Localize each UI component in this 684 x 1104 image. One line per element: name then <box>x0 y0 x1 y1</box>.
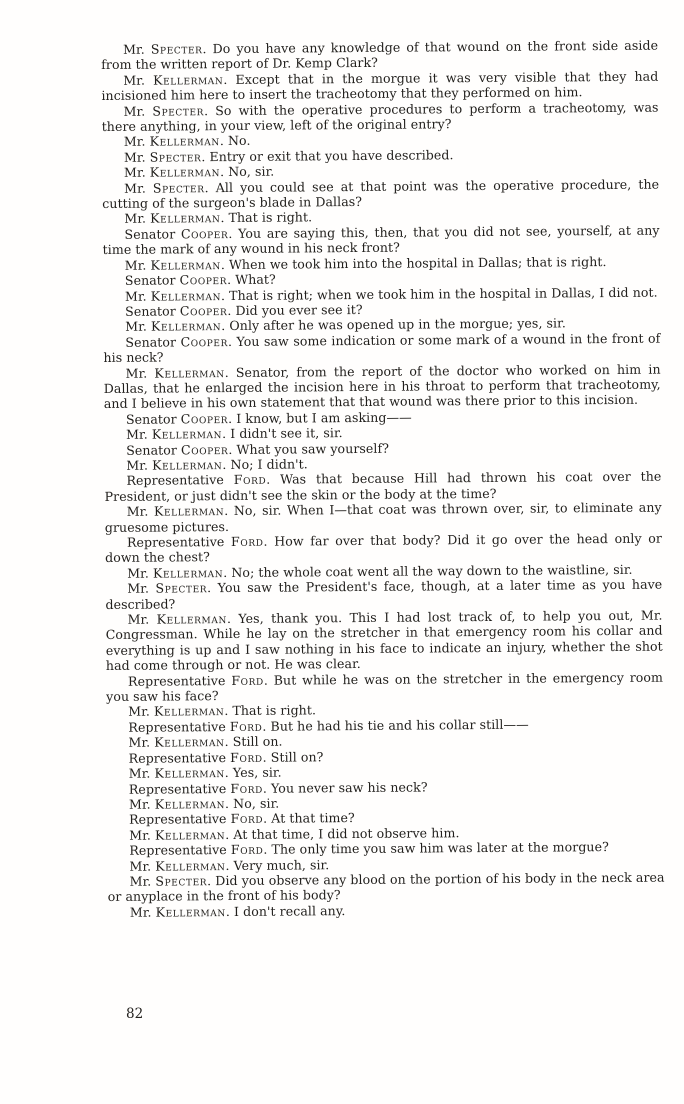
utterance-text: Do you have any knowledge of that wound on the front side aside from the written report of Dr. Kemp Clark? <box>101 37 659 73</box>
speaker-surname: Kellerman <box>152 457 223 473</box>
utterance-text: When we took him into the hospital in Dallas; that is right. <box>228 253 607 272</box>
utterance-text: At that time, I did not observe him. <box>233 824 460 842</box>
transcript-paragraph <box>105 608 662 674</box>
utterance-text: All you could see at that point was the operative procedure, the cutting of the surgeon's blade in Dallas? <box>102 176 660 212</box>
speaker-name: Mr. Kellerman. <box>124 287 226 304</box>
utterance-text: I didn't see it, sir. <box>230 425 343 442</box>
speaker-title: Senator <box>125 334 177 350</box>
speaker-surname: Specter <box>150 41 203 57</box>
speaker-title: Senator <box>124 272 176 288</box>
utterance-text: Still on. <box>232 733 283 750</box>
utterance-text: Did you ever see it? <box>235 301 363 318</box>
speaker-surname: Kellerman <box>149 164 221 180</box>
speaker-title: Senator <box>126 441 177 458</box>
speaker-title: Mr. <box>127 580 150 597</box>
speaker-name: Mr. Specter. <box>127 580 212 597</box>
speaker-title: Mr. <box>123 72 146 88</box>
speaker-surname: Kellerman <box>152 564 224 581</box>
speaker-surname: Ford <box>230 811 264 827</box>
utterance-text: I don't recall any. <box>233 902 346 919</box>
transcript-paragraph <box>108 870 665 905</box>
speaker-surname: Kellerman <box>150 318 222 334</box>
speaker-title: Representative <box>128 749 227 766</box>
speaker-surname: Kellerman <box>154 734 225 750</box>
page-number: 82 <box>126 1006 144 1022</box>
utterance-text: The only time you saw him was later at the morgue? <box>271 839 609 857</box>
transcript-paragraph <box>104 469 661 504</box>
utterance-text: Very much, sir. <box>233 856 330 873</box>
transcript-paragraph <box>105 531 662 566</box>
speaker-surname: Specter <box>149 149 202 165</box>
utterance-text: What? <box>235 271 276 288</box>
speaker-name: Mr. Kellerman. <box>124 256 225 273</box>
speaker-surname: Kellerman <box>153 703 225 720</box>
speaker-title: Mr. <box>123 134 146 150</box>
speaker-surname: Cooper <box>180 225 229 242</box>
speaker-name: Senator Cooper. <box>125 302 232 319</box>
utterance-text: What you saw yourself? <box>236 440 390 457</box>
utterance-text: Except that in the morgue it was very visible that they had incisioned him here to insert the tracheotomy that they performed on him. <box>101 68 659 104</box>
speaker-surname: Kellerman <box>150 287 222 304</box>
speaker-name: Representative Ford. <box>129 811 268 828</box>
utterance-text: That is right. <box>232 702 317 719</box>
speaker-title: Representative <box>129 842 227 858</box>
speaker-name: Senator Cooper. <box>125 333 233 350</box>
utterance-text: So with the operative procedures to perform a tracheotomy, was there anything, in your view, left of the original entry? <box>101 99 659 135</box>
speaker-name: Mr. Kellerman. <box>128 795 230 812</box>
speaker-surname: Ford <box>230 780 263 796</box>
transcript-paragraph <box>104 361 661 412</box>
speaker-name: Representative Ford. <box>128 780 267 797</box>
speaker-surname: Kellerman <box>154 765 225 781</box>
speaker-title: Mr. <box>124 211 147 227</box>
speaker-name: Senator Cooper. <box>125 410 233 427</box>
speaker-title: Mr. <box>124 257 147 273</box>
speaker-name: Mr. Kellerman. <box>127 611 232 627</box>
speaker-name: Mr. Specter. <box>123 102 209 119</box>
speaker-title: Mr. <box>128 765 151 781</box>
utterance-text: Only after he was opened up in the morgue; yes, sir. <box>229 315 566 334</box>
speaker-title: Mr. <box>129 904 152 920</box>
speaker-name: Representative Ford. <box>128 749 267 766</box>
speaker-title: Mr. <box>125 365 148 381</box>
transcript-paragraph <box>101 38 658 73</box>
utterance-text: No; the whole coat went all the way down to the waistline, sir. <box>231 561 633 580</box>
speaker-surname: Kellerman <box>155 857 226 874</box>
speaker-title: Representative <box>127 672 226 689</box>
utterance-text: I know, but I am asking—— <box>236 409 412 426</box>
speaker-name: Mr. Kellerman. <box>127 564 228 581</box>
speaker-title: Mr. <box>127 565 149 581</box>
speaker-title: Representative <box>129 811 227 828</box>
speaker-title: Mr. <box>123 149 146 165</box>
speaker-title: Representative <box>128 718 226 735</box>
speaker-name: Mr. Kellerman. <box>123 133 224 150</box>
speaker-title: Senator <box>125 411 177 427</box>
utterance-text: You saw some indication or some mark of a wound in the front of his neck? <box>103 330 661 366</box>
speaker-surname: Cooper <box>180 333 228 350</box>
speaker-title: Senator <box>125 303 176 319</box>
utterance-text: You never saw his neck? <box>270 778 428 796</box>
speaker-name: Mr. Kellerman. <box>123 71 228 88</box>
speaker-name: Senator Cooper. <box>124 225 233 242</box>
speaker-name: Mr. Kellerman. <box>128 765 229 781</box>
speaker-name: Mr. Kellerman. <box>126 503 229 519</box>
transcript-paragraph <box>106 669 663 704</box>
speaker-surname: Cooper <box>180 441 229 457</box>
utterance-text: No, sir. When I—that coat was thrown over, sir, to eliminate any gruesome pictures. <box>104 499 662 535</box>
utterance-text: No; I didn't. <box>230 456 308 472</box>
speaker-name: Mr. Kellerman. <box>124 210 225 227</box>
speaker-title: Mr. <box>124 180 146 196</box>
speaker-surname: Kellerman <box>154 795 226 812</box>
speaker-name: Senator Cooper. <box>124 272 232 288</box>
utterance-text: Did you observe any blood on the portion of his body in the neck area or anyplace in the front of his body? <box>107 869 665 905</box>
speaker-name: Mr. Kellerman. <box>125 318 226 335</box>
speaker-name: Representative Ford. <box>126 472 271 489</box>
speaker-title: Mr. <box>123 164 146 181</box>
speaker-title: Mr. <box>128 704 151 720</box>
speaker-title: Mr. <box>125 318 147 335</box>
speaker-title: Mr. <box>129 873 152 889</box>
utterance-text: Yes, sir. <box>232 764 282 781</box>
speaker-surname: Ford <box>230 533 264 549</box>
speaker-name: Mr. Kellerman. <box>128 703 229 720</box>
speaker-title: Mr. <box>126 426 148 442</box>
speaker-name: Mr. Specter. <box>124 179 209 196</box>
speaker-surname: Ford <box>231 672 264 688</box>
utterance-text: Still on? <box>270 748 324 765</box>
speaker-surname: Ford <box>229 718 263 734</box>
transcript-paragraph <box>103 330 660 365</box>
speaker-surname: Ford <box>233 472 267 488</box>
utterance-text: Was that because Hill had thrown his coat over the President, or just didn't see the skin or the body at the time? <box>104 468 662 504</box>
transcript-paragraph <box>101 68 658 103</box>
transcript-paragraph <box>102 176 659 211</box>
speaker-name: Representative Ford. <box>129 841 268 858</box>
speaker-surname: Specter <box>152 179 205 196</box>
speaker-title: Mr. <box>128 796 151 812</box>
speaker-title: Representative <box>128 780 227 797</box>
speaker-title: Mr. <box>124 288 147 304</box>
speaker-title: Mr. <box>127 611 150 627</box>
speaker-surname: Ford <box>230 841 264 858</box>
speaker-name: Mr. Kellerman. <box>125 364 229 381</box>
speaker-title: Mr. <box>129 858 152 874</box>
speaker-name: Mr. Kellerman. <box>123 164 225 181</box>
speaker-title: Mr. <box>126 457 149 473</box>
speaker-title: Representative <box>126 534 225 550</box>
utterance-text: That is right. <box>228 209 313 226</box>
utterance-text: Yes, thank you. This I had lost track of, to help you out, Mr. Congressman. While he lay on the stretcher in that emergency room his collar and everything is up and I saw nothing in his face to indicate an injury, whether the shot had come through or not. He was clear. <box>105 607 663 674</box>
speaker-title: Mr. <box>129 827 151 843</box>
speaker-name: Mr. Kellerman. <box>126 456 227 473</box>
speaker-name: Mr. Kellerman. <box>129 903 230 920</box>
speaker-surname: Ford <box>230 749 263 765</box>
speaker-title: Mr. <box>126 503 149 519</box>
speaker-surname: Kellerman <box>150 256 221 273</box>
speaker-surname: Cooper <box>179 302 228 319</box>
speaker-surname: Kellerman <box>149 133 220 150</box>
speaker-surname: Cooper <box>180 410 229 427</box>
speaker-title: Representative <box>126 472 224 489</box>
speaker-name: Mr. Specter. <box>123 149 206 165</box>
utterance-text: No, sir. <box>233 795 280 811</box>
speaker-name: Representative Ford. <box>128 718 267 735</box>
utterance-text: That is right; when we took him in the hospital in Dallas, I did not. <box>229 284 658 303</box>
utterance-text: You saw the President's face, though, at a later time as you have described? <box>105 576 663 612</box>
speaker-surname: Kellerman <box>150 210 221 227</box>
speaker-name: Mr. Specter. <box>122 41 207 57</box>
speaker-name: Mr. Kellerman. <box>126 426 227 442</box>
speaker-surname: Cooper <box>179 272 228 288</box>
speaker-surname: Kellerman <box>151 426 223 442</box>
speaker-surname: Specter <box>155 580 208 596</box>
transcript-paragraph <box>101 99 658 134</box>
speaker-title: Mr. <box>122 41 145 57</box>
transcript <box>101 38 665 921</box>
utterance-text: But while he was on the stretcher in the emergency room you saw his face? <box>106 669 664 705</box>
speaker-name: Representative Ford. <box>126 533 268 550</box>
speaker-title: Mr. <box>123 103 146 119</box>
transcript-paragraph <box>108 900 665 920</box>
speaker-surname: Kellerman <box>156 611 227 627</box>
utterance-text: Entry or exit that you have described. <box>209 147 454 164</box>
speaker-surname: Specter <box>155 873 208 889</box>
speaker-name: Mr. Specter. <box>129 873 212 889</box>
speaker-name: Mr. Kellerman. <box>129 826 230 843</box>
utterance-text: At that time? <box>271 810 355 826</box>
transcript-paragraph <box>105 577 662 612</box>
speaker-surname: Kellerman <box>154 364 225 381</box>
utterance-text: But he had his tie and his collar still—— <box>270 716 529 734</box>
speaker-title: Senator <box>124 226 176 242</box>
utterance-text: Senator, from the report of the doctor who worked on him in Dallas, that he enlarged the incision here in his throat to perform that tracheotomy, and I believe in his own statement that that wound was there prior to this incision. <box>103 361 661 412</box>
utterance-text: No, sir. <box>228 163 275 180</box>
speaker-surname: Kellerman <box>153 71 224 88</box>
transcript-paragraph <box>102 222 659 257</box>
speaker-name: Senator Cooper. <box>126 441 233 458</box>
speaker-surname: Kellerman <box>154 826 226 843</box>
utterance-text: No. <box>227 133 251 149</box>
transcript-paragraph <box>105 500 662 535</box>
utterance-text: How far over that body? Did it go over the head only or down the chest? <box>104 530 662 566</box>
speaker-surname: Kellerman <box>155 903 226 920</box>
utterance-text: You are saying this, then, that you did not see, yourself, at any time the mark of any wound in his neck front? <box>102 222 660 258</box>
speaker-name: Mr. Kellerman. <box>128 734 229 751</box>
speaker-surname: Specter <box>152 102 205 119</box>
speaker-name: Mr. Kellerman. <box>129 857 230 874</box>
speaker-surname: Kellerman <box>153 503 225 519</box>
speaker-name: Representative Ford. <box>127 672 268 689</box>
speaker-title: Mr. <box>128 734 151 751</box>
